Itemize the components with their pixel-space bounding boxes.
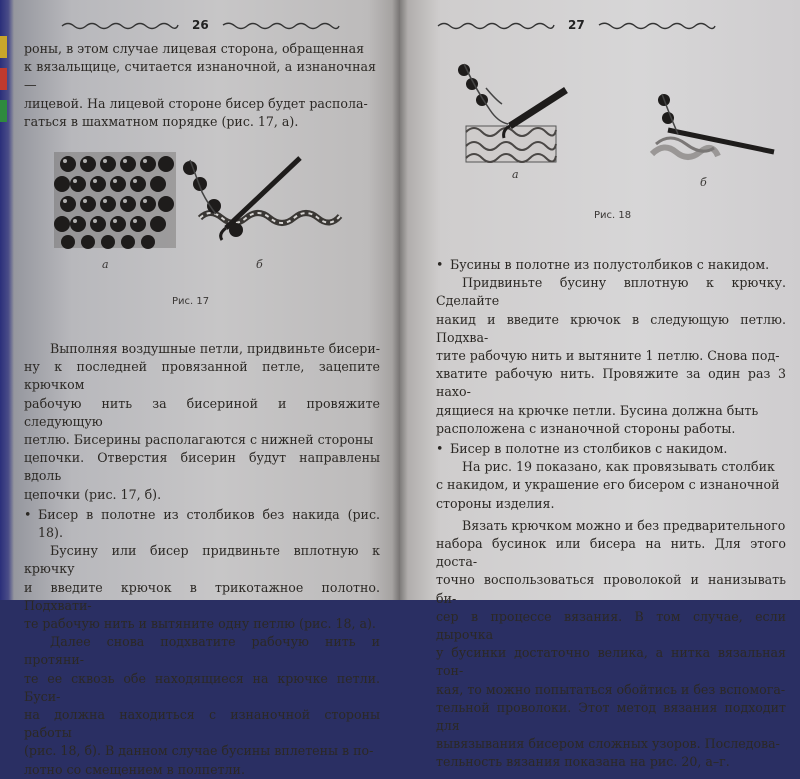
text-line: те ее сквозь обе находящиеся на крючке петли. Буси- (24, 670, 380, 704)
text-line: ну к последней провязанной петле, зацепите крючком (24, 359, 380, 393)
ornament-icon (436, 20, 556, 30)
text-line: цепочки. Отверстия бисерин будут направлены вдоль (24, 450, 380, 484)
text-line: хватите рабочую нить. Провяжите за один раз 3 нахо- (436, 366, 786, 400)
figure-18-illustration (456, 60, 776, 180)
text-line: к вязальщице, считается изнаночной, а изнаночная — (24, 59, 376, 93)
right-text-block (436, 256, 786, 772)
right-page (400, 0, 800, 770)
text-line: рабочую нить за бисериной и провяжите следующую (24, 395, 380, 429)
body-paragraph (24, 340, 380, 779)
bullet-heading: • Бусины в полотне из полустолбиков с накидом. (436, 256, 786, 274)
text-line: лицевой. На лицевой стороне бисер будет распола- (24, 95, 368, 111)
text-line: набора бусинок или бисера на нить. Для этого доста- (436, 536, 786, 570)
text-line: Вязать крючком можно и без предварительного (462, 517, 786, 533)
text-line: сер в процессе вязания. В том случае, если дырочка (436, 608, 786, 643)
page-number: 26 (192, 18, 209, 32)
left-page (0, 0, 400, 777)
text-line: накид и введите крючок в следующую петлю. Подхва- (436, 311, 786, 345)
text-line: роны, в этом случае лицевая сторона, обращенная (24, 41, 365, 56)
text-line: на должна находиться с изнаночной стороны работы (24, 707, 380, 741)
text-line: цепочки (рис. 17, б). (24, 486, 162, 502)
figure-17-illustration (50, 148, 350, 258)
beaded-chain-illustration (183, 158, 340, 240)
text-line: На рис. 19 показано, как провязывать столбик (462, 459, 775, 475)
text-line: кая, то можно попытаться обойтись и без вспомога- (436, 681, 786, 697)
running-header-right (436, 18, 717, 32)
text-line: тельность вязания показана на рис. 20, а–г. (436, 754, 730, 770)
figure-label-a: а (102, 258, 109, 271)
text-line: лотно со смещением в полпетли. (24, 761, 245, 777)
page-number: 27 (568, 18, 585, 32)
book-spine-shadow (392, 0, 408, 600)
text-line: петлю. Бисерины располагаются с нижней стороны (24, 432, 374, 448)
text-line: тите рабочую нить и вытяните 1 петлю. Снова под- (436, 348, 780, 364)
text-line: дящиеся на крючке петли. Бусина должна быть (436, 402, 759, 418)
text-line: те рабочую нить и вытяните одну петлю (рис. 18, а). (24, 616, 376, 632)
figure-label-b: б (700, 176, 707, 189)
text-line: Придвиньте бусину вплотную к крючку. Сделайте (436, 275, 786, 309)
finished-bead-stitch-illustration (652, 94, 774, 157)
text-line: стороны изделия. (436, 495, 555, 511)
text-line: у бусинки достаточно велика, а нитка вязальная тон- (436, 645, 786, 679)
single-crochet-bead-illustration (458, 64, 566, 162)
figure-caption: Рис. 18 (594, 210, 632, 221)
text-line: Выполняя воздушные петли, придвиньте бисери- (50, 341, 380, 356)
top-paragraph (24, 40, 376, 131)
text-line: с накидом, и украшение его бисером с изнаночной (436, 477, 780, 493)
text-line: Далее снова подхватите рабочую нить и протяни- (24, 634, 380, 668)
running-header-left (60, 18, 341, 32)
book-cover-edge (0, 0, 14, 600)
text-line: расположена с изнаночной стороны работы. (436, 420, 736, 436)
bullet-heading: • Бисер в полотне из столбиков с накидом. (436, 440, 786, 458)
text-line: гаться в шахматном порядке (рис. 17, а). (24, 113, 299, 129)
figure-label-a: а (512, 168, 519, 181)
text-line: точно воспользоваться проволокой и нанизывать би- (436, 572, 786, 606)
bullet-heading: • Бисер в полотне из столбиков без накида (рис. 18). (24, 506, 380, 542)
text-line: Бусину или бисер придвиньте вплотную к крючку (24, 543, 380, 577)
text-line: и введите крючок в трикотажное полотно. Подхвати- (24, 579, 380, 613)
ornament-icon (60, 20, 180, 30)
text-line: тельной проволоки. Этот метод вязания подходит для (436, 699, 786, 734)
figure-label-b: б (256, 258, 263, 271)
beaded-fabric-illustration (54, 152, 176, 249)
text-line: (рис. 18, б). В данном случае бусины вплетены в по- (24, 743, 374, 759)
ornament-icon (597, 20, 717, 30)
ornament-icon (221, 20, 341, 30)
text-line: вывязывания бисером сложных узоров. Последова- (436, 736, 780, 752)
figure-caption: Рис. 17 (172, 296, 210, 307)
